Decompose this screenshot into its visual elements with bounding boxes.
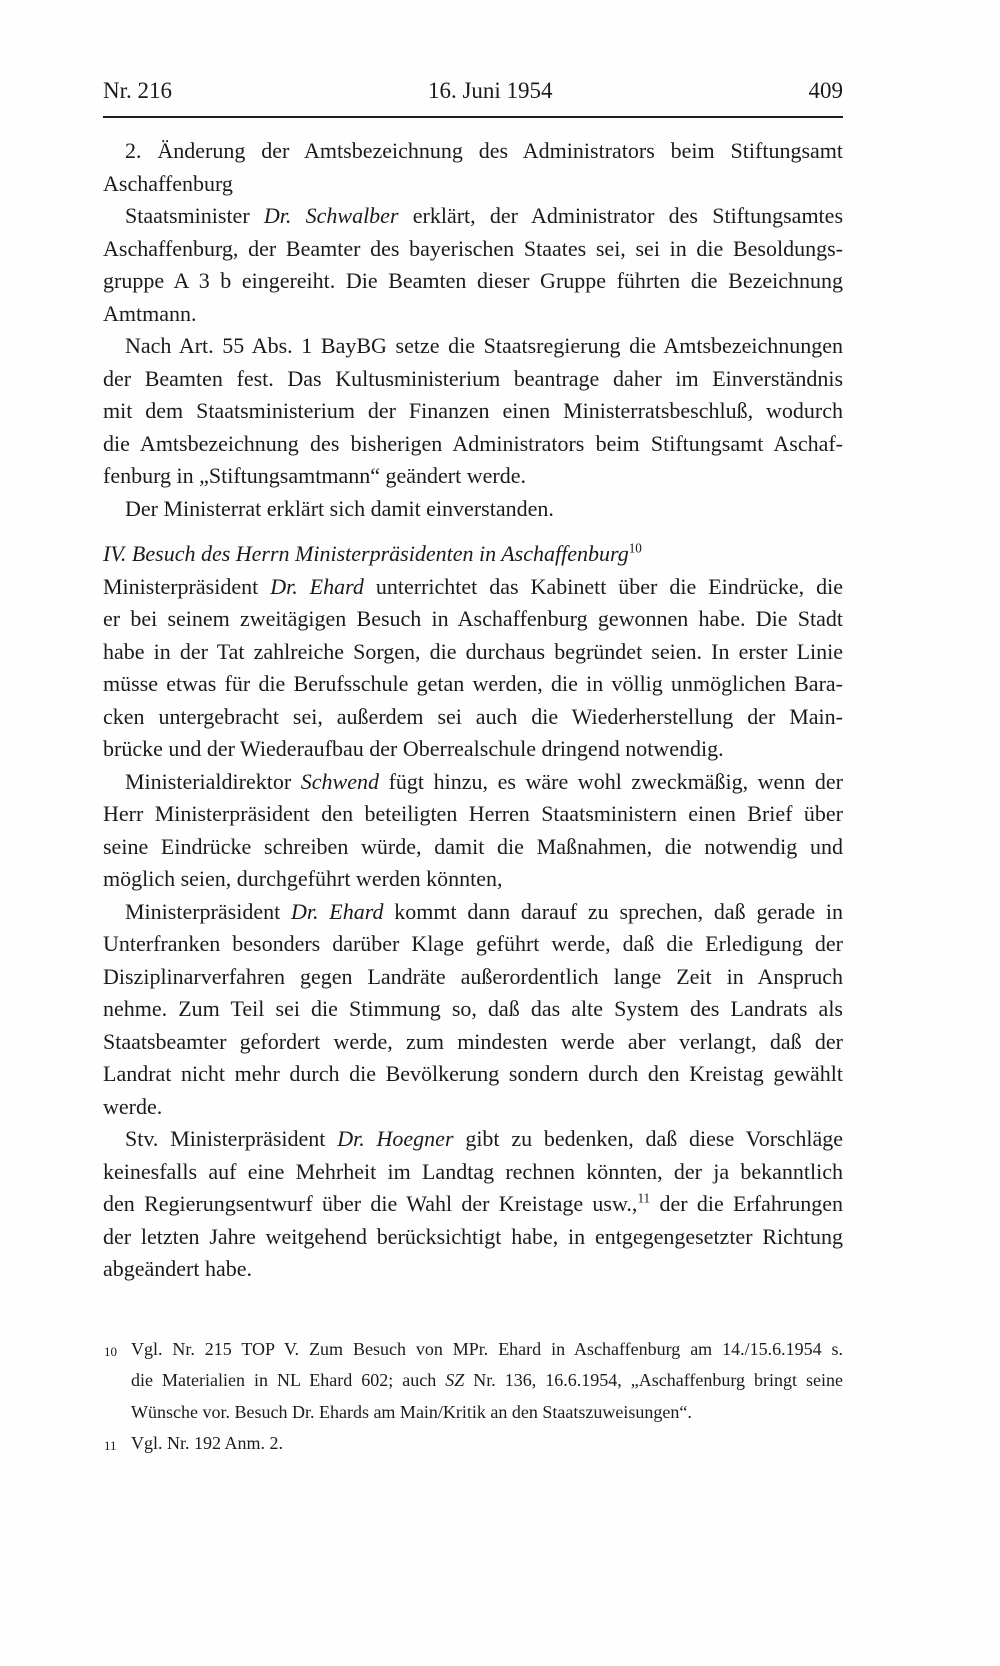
section-heading [103,538,843,571]
footnote-marker: 10 [104,1343,117,1359]
text-line: Landrat nicht mehr durch die Bevölkerung sondern durch den Kreistag gewählt [103,1061,843,1086]
footnotes [103,1334,843,1460]
text-line: habe in der Tat zahlreiche Sorgen, die durchaus begründet seien. In erster Linie [103,638,843,664]
text-line: möglich seien, durchgeführt werden könnten, [103,866,503,891]
text-line: Herr Ministerpräsident den beteiligten Herren Staatsministern einen Brief über [103,801,843,826]
text-line: Der Ministerrat erklärt sich damit einverstanden. [125,495,554,521]
text-line: seine Eindrücke schreiben würde, damit die Maßnahmen, die notwendig und [103,833,843,859]
paragraph [103,1123,843,1286]
text-line: Aschaffenburg, der Beamter des bayerischen Staates sei, sei in die Besoldungs- [103,235,843,261]
text-line: cken untergebracht sei, außerdem sei auch die Wiederherstellung der Main- [103,703,843,729]
text-line: den Regierungsentwurf über die Wahl der Kreistage usw.,$^{11}$ der die Erfahrungen [103,1190,843,1216]
footnote [103,1334,843,1429]
text-line: 2. Änderung der Amtsbezeichnung des Administrators beim Stiftungsamt [125,138,843,163]
text-line: Staatsminister Dr. Schwalber erklärt, der Administrator des Stiftungsamtes [125,203,843,228]
header-page-number: 409 [808,78,843,103]
paragraph [103,200,843,330]
text-line: IV. Besuch des Herrn Ministerpräsidenten in Aschaffenburg$^{10}$ [103,540,642,566]
text-line: müsse etwas für die Berufsschule getan werden, die in völlig unmöglichen Bara- [103,671,843,696]
text-line: der Beamten fest. Das Kultusministerium beantrage daher im Einverständnis [103,365,843,391]
text-line: die Amtsbezeichnung des bisherigen Administrators beim Stiftungsamt Aschaf- [103,430,843,456]
text-line: nehme. Zum Teil sei die Stimmung so, daß das alte System des Landrats als [103,996,843,1021]
paragraph [103,330,843,493]
text-line: Wünsche vor. Besuch Dr. Ehards am Main/Kritik an den Staatszuweisungen“. [131,1401,692,1422]
text-line: die Materialien in NL Ehard 602; auch SZ Nr. 136, 16.6.1954, „Aschaffenburg bringt seine [131,1370,843,1390]
paragraph [103,135,843,200]
footnote-marker: 11 [104,1438,117,1453]
page-content [103,78,843,1460]
text-line: Vgl. Nr. 215 TOP V. Zum Besuch von MPr. Ehard in Aschaffenburg am 14./15.6.1954 s. [131,1338,843,1359]
text-line: der letzten Jahre weitgehend berücksichtigt habe, in entgegengesetzter Richtung [103,1223,843,1249]
page-header [103,78,843,118]
text-line: Ministerpräsident Dr. Ehard unterrichtet das Kabinett über die Eindrücke, die [103,573,843,599]
text-line: werde. [103,1093,163,1119]
paragraph [103,493,843,526]
text-line: Stv. Ministerpräsident Dr. Hoegner gibt zu bedenken, daß diese Vorschläge [125,1126,843,1151]
text-line: mit dem Staatsministerium der Finanzen einen Ministerratsbeschluß, wodurch [103,398,843,423]
text-line: Nach Art. 55 Abs. 1 BayBG setze die Staatsregierung die Amtsbezeichnungen [125,333,843,358]
header-date: 16. Juni 1954 [427,78,553,103]
document-body [103,135,843,1286]
text-line: Amtmann. [103,300,197,326]
text-line: brücke und der Wiederaufbau der Oberrealschule dringend notwendig. [103,736,724,761]
text-line: Aschaffenburg [103,170,233,196]
paragraph [103,766,843,896]
text-line: er bei seinem zweitägigen Besuch in Aschaffenburg gewonnen habe. Die Stadt [103,606,843,631]
paragraph [103,896,843,1124]
paragraph [103,571,843,766]
text-line: fenburg in „Stiftungsamtmann“ geändert werde. [103,463,526,488]
text-line: Disziplinarverfahren gegen Landräte außerordentlich lange Zeit in Anspruch [103,963,843,989]
text-line: Ministerialdirektor Schwend fügt hinzu, es wäre wohl zweckmäßig, wenn der [125,768,843,794]
text-line: Staatsbeamter gefordert werde, zum mindesten werde aber verlangt, daß der [103,1028,843,1054]
footnote [103,1428,843,1460]
text-line: Unterfranken besonders darüber Klage geführt werde, daß die Erledigung der [103,931,843,956]
text-line: gruppe A 3 b eingereiht. Die Beamten dieser Gruppe führten die Bezeichnung [103,268,843,293]
header-entry-number: Nr. 216 [103,78,172,103]
text-line: keinesfalls auf eine Mehrheit im Landtag rechnen könnten, der ja bekanntlich [103,1158,843,1184]
text-line: Ministerpräsident Dr. Ehard kommt dann darauf zu sprechen, daß gerade in [125,898,843,924]
text-line: abgeändert habe. [103,1256,253,1281]
text-line: Vgl. Nr. 192 Anm. 2. [131,1433,284,1453]
